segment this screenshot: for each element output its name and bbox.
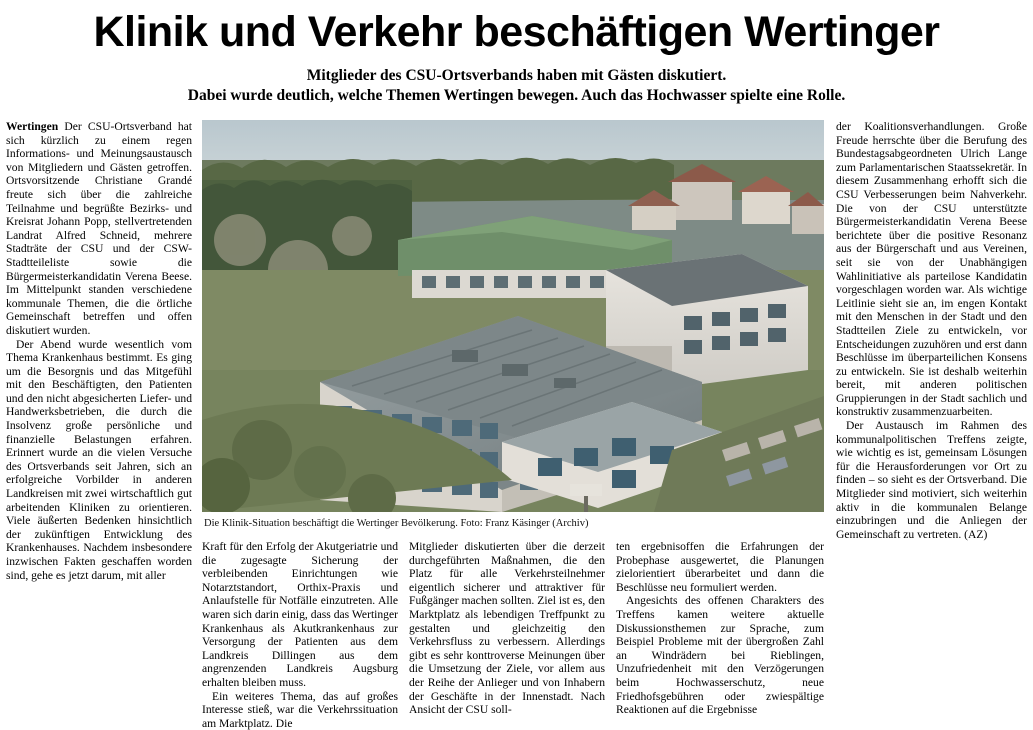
dateline: Wertingen (6, 120, 59, 133)
middle-section (202, 120, 824, 730)
paragraph (836, 419, 1027, 541)
paragraph: Ein weiteres Thema, das auf großes Interesse stieß, war die Verkehrssituation am Marktplatz. Die (202, 689, 398, 730)
photo-caption: Die Klinik-Situation beschäftigt die Wertinger Bevölkerung. Foto: Franz Käsinger (Archiv) (204, 518, 589, 529)
text-column-2 (202, 540, 409, 730)
column-1-text (6, 120, 192, 582)
paragraph: Mitglieder diskutierten über die derzeit durchgeführten Maßnahmen, die den Platz für alle Verkehrsteilnehmer eigentlich sicherer und attraktiver für Fußgänger machen sollten. Ziel ist es, den Marktplatz als lebendigen Treffpunkt zu gestalten und gleichzeitig den Verkehrsfluss zu verbessern. Allerdings gibt es sehr konttroverse Meinungen über die Umsetzung der Ziele, vor allem aus der Reihe der Anlieger und von Inhabern der Geschäfte in der Innenstadt. Nach Ansicht der CSU soll- (409, 540, 605, 717)
text-column-1 (6, 120, 202, 730)
paragraph-text: Der Austausch im Rahmen des kommunalpolitischen Treffens zeigte, wie wichtig es ist, gemeinsam Lösungen für die Herausforderungen vor Ort zu finden – so sieht es der Ortsverband. Die Mitglieder sind motiviert, sich weiterhin aktiv in die kommunalen Belange einzubringen und die Anliegen der Gemeinschaft zu vertreten. (836, 419, 1027, 541)
lower-text-columns (202, 540, 824, 730)
article-signature: (AZ) (964, 527, 988, 541)
column-2-text (202, 540, 398, 730)
text-column-3 (409, 540, 616, 730)
subhead-line-2: Dabei wurde deutlich, welche Themen Wertingen bewegen. Auch das Hochwasser spielte eine Rolle. (187, 87, 846, 104)
article-photo (202, 120, 824, 512)
column-5-text (836, 120, 1027, 541)
article-subhead (60, 66, 973, 106)
paragraph (6, 120, 192, 338)
subhead-line-1: Mitglieder des CSU-Ortsverbands haben mit Gästen diskutiert. (306, 67, 727, 84)
paragraph-text: Der CSU-Ortsverband hat sich kürzlich zu einem regen Informations- und Meinungsaustausch von Mitgliedern und Gästen getroffen. Ortsvorsitzende Christiane Grandé freute sich über die zahlreiche Teilnahme und begrüßte Bezirks- und Kreisrat Johann Popp, stellvertretenden Landrat Alfred Schneid, mehrere Stadträte der CSU und der CSW-Stadtteileliste sowie die Bürgermeisterkandidatin Verena Beese. Im Mittelpunkt standen verschiedene kommunale Themen, die die örtliche Gemeinschaft betreffen und offen diskutiert wurden. (6, 120, 192, 337)
paragraph: Der Abend wurde wesentlich vom Thema Krankenhaus bestimmt. Es ging um die Besorgnis und das Mitgefühl mit den Beschäftigten, den Patienten und den nicht abgesicherten Liefer- und Handwerksbetrieben, die durch die Insolvenz große persönliche und finanzielle Belastungen erfahren. Erinnert wurde an die vielen Versuche des Ortsverbands seit Jahren, sich an erfolgreiche Vorbilder in anderen Landkreisen mit zwei wirtschaftlich gut arbeitenden Kliniken zu orientieren. Viele äußerten Bedenken hinsichtlich der zukünftigen Entwicklung des Krankenhauses. Nachdem insbesondere inzwischen Fakten geschaffen worden sind, gehe es jetzt darum, mit aller (6, 337, 192, 582)
text-column-4 (616, 540, 824, 730)
paragraph: Kraft für den Erfolg der Akutgeriatrie und die zugesagte Sicherung der verbleibenden Einrichtungen wie Notarztstandort, Orthix-Praxis und Anlaufstelle für Notfälle einzutreten. Alle waren sich darin einig, dass das Wertinger Krankenhaus als Akutkrankenhaus zur Versorgung der Patienten aus dem Landkreis Dillingen aus dem angrenzenden Landkreis Augsburg erhalten bleiben muss. (202, 540, 398, 689)
article-figure (202, 120, 824, 530)
paragraph: Angesichts des offenen Charakters des Treffens kamen weitere aktuelle Diskussionsthemen zur Sprache, zum Beispiel Probleme mit der übergroßen Zahl an Windrädern bei Rieblingen, Unzufriedenheit mit den Verzögerungen beim Hochwasserschutz, neue Friedhofsgebühren oder zwiespältige Reaktionen auf die Ergebnisse (616, 594, 824, 717)
text-column-5 (824, 120, 1027, 730)
column-3-text (409, 540, 605, 717)
column-4-text (616, 540, 824, 717)
hospital-aerial-photo-illustration (202, 120, 824, 512)
page-title: Klinik und Verkehr beschäftigen Wertinger (93, 8, 940, 56)
newspaper-article-page (0, 8, 1033, 730)
paragraph: ten ergebnisoffen die Erfahrungen der Probephase ausgewertet, die Planungen zielorientiert überarbeitet und dann die Beschlüsse neu formuliert werden. (616, 540, 824, 594)
article-body (6, 120, 1027, 730)
paragraph: der Koalitionsverhandlungen. Große Freude herrschte über die Berufung des Bundestagsabgeordneten Ulrich Lange zum Parlamentarischen Staatssekretär. In diesem Zusammenhang erhofft sich die CSU Verbesserungen beim Nahverkehr. Die von der CSU unterstützte Bürgermeisterkandidatin Verena Beese berichtete über die positive Resonanz aus der Bürgerschaft und aus Vereinen, seit sie von der Unabhängigen Wahlinitiative als parteilose Kandidatin vorgeschlagen worden war. Als wichtige Leitlinie sieht sie an, im engen Kontakt mit den Menschen in der Stadt und den Stadtteilen Ziele zu entwickeln, vor Entscheidungen zuzuhören und erst dann Beschlüsse im überparteilichen Konsens zu entwickeln. Sie ist deshalb weiterhin bereit, mit anderen politischen Gruppierungen in der Stadt sachlich und konstruktiv zusammenzuarbeiten. (836, 120, 1027, 419)
